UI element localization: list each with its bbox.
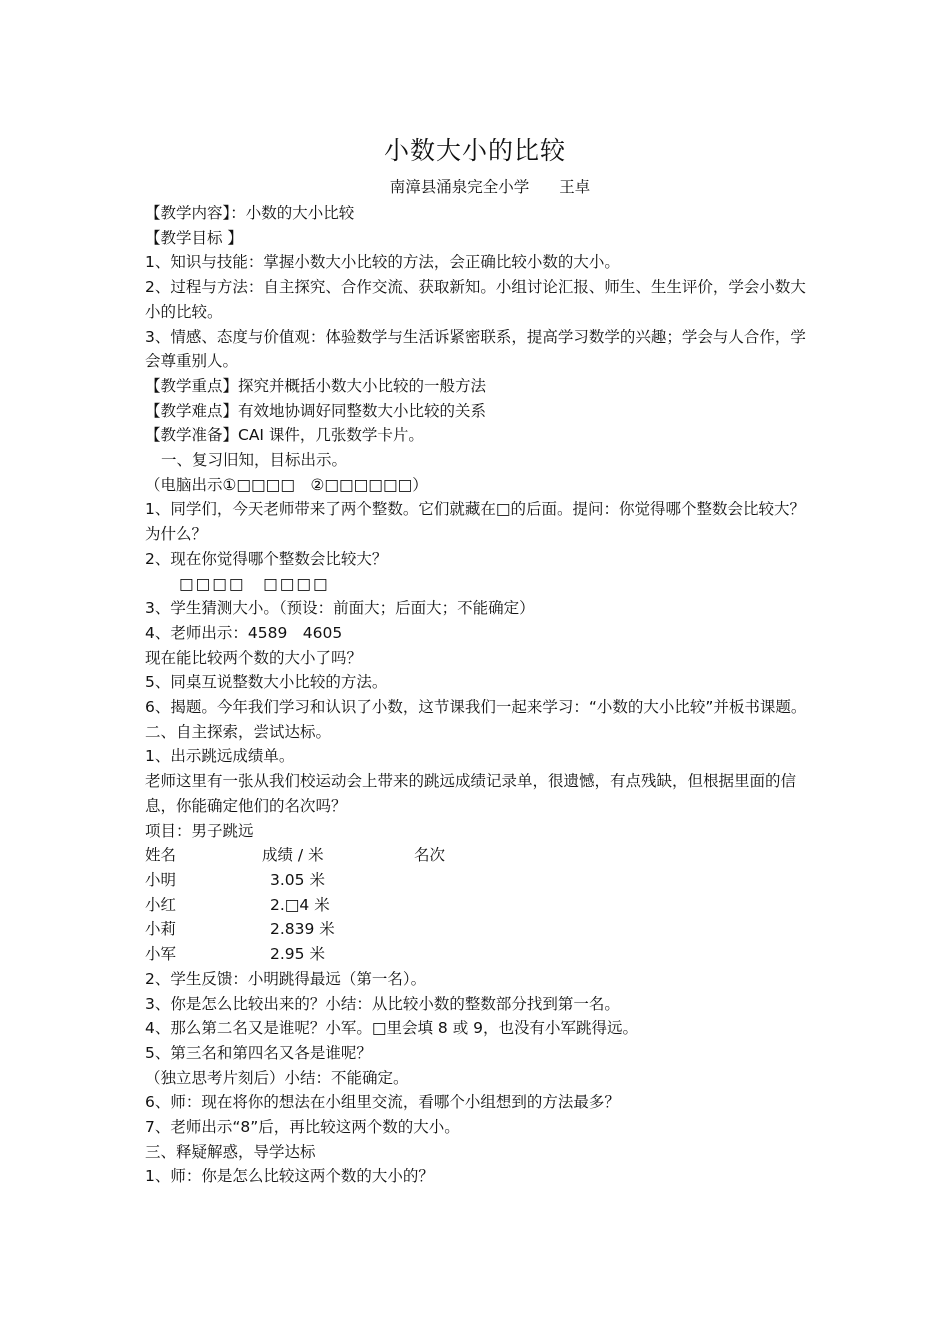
paragraph: 4、老师出示：4589 4605 (145, 623, 343, 642)
paragraph: 3、学生猜测大小。（预设：前面大；后面大；不能确定） (145, 599, 535, 618)
paragraph: 【教学目标 】 (145, 228, 243, 247)
paragraph: 7、老师出示“8”后，再比较这两个数的大小。 (145, 1118, 460, 1137)
section-heading: 三、释疑解惑，导学达标 (145, 1142, 316, 1161)
paragraph: 5、第三名和第四名又各是谁呢？ (145, 1043, 372, 1062)
paragraph: 6、师：现在将你的想法在小组里交流，看哪个小组想到的方法最多？ (145, 1093, 620, 1112)
paragraph: 【教学准备】CAI 课件，几张数学卡片。 (145, 426, 424, 445)
paragraph: 【教学内容】：小数的大小比较 (145, 204, 355, 222)
paragraph: 2、学生反馈：小明跳得最远（第一名）。 (145, 969, 427, 988)
header-rank: 名次 (414, 846, 446, 865)
document-title: 小数大小的比较 (383, 136, 566, 165)
paragraph: 老师这里有一张从我们校运动会上带来的跳远成绩记录单，很遗憾，有点残缺，但根据里面的信息，你能确定他们的名次吗？ (145, 772, 797, 815)
cell-score: 2.95 米 (270, 945, 325, 964)
paragraph: 【教学重点】探究并概括小数大小比较的一般方法 (145, 376, 487, 395)
paragraph: 4、那么第二名又是谁呢？小军。□里会填 8 或 9，也没有小军跳得远。 (145, 1019, 639, 1038)
paragraph: 项目：男子跳远 (145, 821, 254, 840)
cell-name: 小明 (145, 870, 177, 889)
paragraph: 1、知识与技能：掌握小数大小比较的方法，会正确比较小数的大小。 (145, 253, 620, 272)
score-table (145, 843, 809, 967)
author-line (0, 175, 950, 199)
table-row (145, 893, 809, 918)
paragraph: 2、现在你觉得哪个整数会比较大？ (145, 549, 388, 568)
boxes-line: □□□□ □□□□ (179, 574, 330, 593)
section-heading: 一、复习旧知，目标出示。 (161, 451, 348, 470)
paragraph: 1、师：你是怎么比较这两个数的大小的？ (145, 1167, 434, 1186)
cell-score: 2.□4 米 (270, 895, 330, 914)
paragraph: （电脑出示①□□□□ ②□□□□□□） (145, 475, 428, 494)
cell-score: 3.05 米 (270, 870, 325, 889)
school-name: 南漳县涌泉完全小学 (389, 178, 530, 196)
paragraph: 6、揭题。今年我们学习和认识了小数，这节课我们一起来学习：“小数的大小比较”并板书课题。 (145, 698, 807, 717)
paragraph: 1、出示跳远成绩单。 (145, 747, 295, 766)
table-header-row (145, 843, 809, 868)
paragraph: 3、你是怎么比较出来的？小结：从比较小数的整数部分找到第一名。 (145, 994, 620, 1013)
cell-rank (422, 893, 522, 918)
paragraph: 3、情感、态度与价值观：体验数学与生活诉紧密联系，提高学习数学的兴趣；学会与人合作，学会尊重别人。 (145, 327, 806, 371)
cell-rank (422, 917, 522, 942)
header-score: 成绩 / 米 (262, 846, 324, 865)
header-name: 姓名 (145, 846, 177, 865)
paragraph: 1、同学们，今天老师带来了两个整数。它们就藏在□的后面。提问：你觉得哪个整数会比较大？为什么？ (145, 500, 806, 544)
table-row (145, 942, 809, 967)
paragraph: 现在能比较两个数的大小了吗？ (145, 648, 363, 667)
author-name: 王卓 (559, 178, 591, 196)
paragraph: 【教学难点】有效地协调好同整数大小比较的关系 (145, 401, 487, 420)
document-body (145, 201, 809, 1189)
table-row (145, 917, 809, 942)
cell-rank (422, 868, 522, 893)
cell-score: 2.839 米 (270, 920, 335, 939)
cell-rank (422, 942, 522, 967)
table-row (145, 868, 809, 893)
cell-name: 小军 (145, 945, 177, 964)
paragraph: 5、同桌互说整数大小比较的方法。 (145, 673, 388, 692)
paragraph: （独立思考片刻后）小结：不能确定。 (145, 1068, 409, 1087)
paragraph: 2、过程与方法：自主探究、合作交流、获取新知。小组讨论汇报、师生、生生评价，学会小数大小的比较。 (145, 278, 806, 321)
cell-name: 小莉 (145, 920, 177, 939)
cell-name: 小红 (145, 895, 177, 914)
section-heading: 二、自主探索，尝试达标。 (145, 722, 332, 741)
